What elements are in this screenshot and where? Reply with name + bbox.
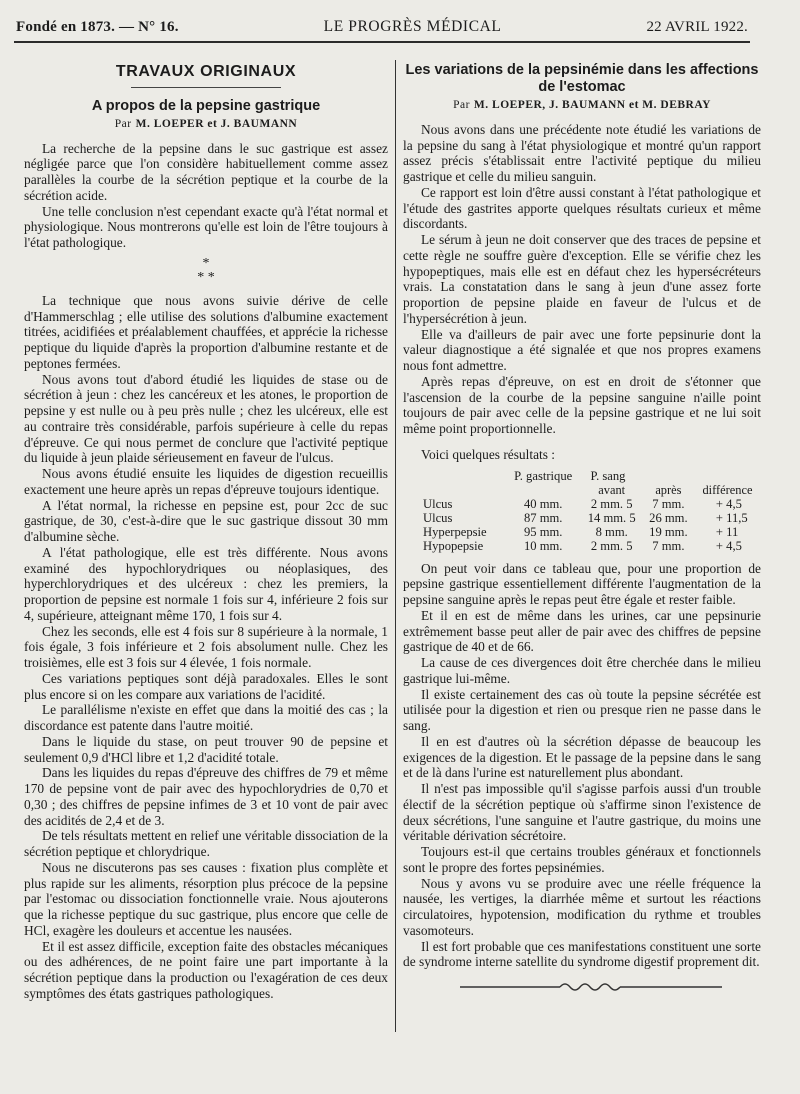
row-after: 26 mm. [649, 510, 688, 525]
left-paragraph: Ces variations peptiques sont déjà paradoxales. Elles le sont plus encore si on les compare aux variations de l'acidité. [24, 670, 388, 702]
row-label: Ulcus [423, 510, 453, 525]
table-subheader-row [403, 483, 761, 497]
left-paragraph: Dans les liquides du repas d'épreuve des chiffres de 79 et même 170 de pepsine vont de pair avec des hypochlorydries de 0,70 et 0,30 ; des chiffres de pepsine infimes de 3 et 10 vont de pair avec des acidités de 2,4 et de 3. [24, 765, 388, 828]
right-paragraph: Nous avons dans une précédente note étudié les variations de la pepsine du sang à l'état physiologique et montré qu'un rapport assez précis s'établissait entre l'activité peptique du milieu gastrique et celle du milieu sanguin. [403, 121, 761, 184]
left-paragraph: Et il est assez difficile, exception faite des obstacles mécaniques ou des adhérences, de ne point faire une part importante à la sécrétion peptique dans la production ou l'exagération de ces deux symptômes des états gastriques pathologiques. [24, 938, 388, 1001]
row-gastric: 95 mm. [523, 524, 563, 539]
authors-prefix: Par [114, 117, 132, 130]
left-paragraph: Dans le liquide du stase, on peut trouver 90 de pepsine et seulement 0,9 d'HCl libre et 1,2 d'acidité totale. [24, 733, 388, 765]
asterism-star: * [202, 255, 210, 271]
row-before: 14 mm. 5 [587, 510, 636, 525]
left-paragraph: A l'état normal, la richesse en pepsine est, pour 2cc de suc gastrique, de 30, c'est-à-dire que le suc gastrique dissout 30 mm d'albumine sèche. [24, 497, 388, 544]
header-journal-title: LE PROGRÈS MÉDICAL [323, 18, 502, 35]
row-diff: + 11,5 [715, 510, 748, 525]
left-paragraph: Une telle conclusion n'est cependant exacte qu'à l'état normal et physiologique. Nous montrerons qu'elle est loin de l'être toujours à l'état pathologique. [24, 203, 388, 250]
header-rule [14, 41, 750, 43]
right-paragraph: La cause de ces divergences doit être cherchée dans le milieu gastrique lui-même. [403, 655, 761, 686]
right-article-title: Les variations de la pepsinémie dans les affections de l'estomac [405, 62, 759, 95]
wavy-line-ornament-icon [460, 980, 722, 994]
left-paragraph: Chez les seconds, elle est 4 fois sur 8 supérieure à la normale, 1 fois égale, 3 fois inférieure et 2 fois absolument nulle. Chez les troisièmes, elle est 3 fois sur 4 élevée, 1 fois normale. [24, 623, 388, 670]
table-row [403, 539, 761, 553]
left-paragraph: A l'état pathologique, elle est très différente. Nous avons examiné des hypochlorydriques ou néoplasiques, des hyperchlorydriques et des ulcéreux : chez les premiers, la proportion de pepsine est normale 1 fois sur 4, inférieure 2 fois sur 4, supérieure, atteignant même 170, 1 fois sur 4. [24, 544, 388, 623]
row-gastric: 40 mm. [523, 496, 563, 511]
section-title-rule [131, 87, 281, 88]
results-table [403, 469, 761, 553]
right-paragraph: Toujours est-il que certains troubles généraux et fonctionnels sont le propre des fortes pepsinémies. [403, 844, 761, 875]
col-blood-header: P. sang [590, 468, 626, 483]
col-diff-header: différence [702, 482, 753, 497]
row-gastric: 10 mm. [523, 538, 563, 553]
right-paragraph: Le sérum à jeun ne doit conserver que des traces de pepsine et cette règle ne souffre guère d'exception. Elle se vérifie chez les hypopeptiques, mais elle est en défaut chez les hypersécréteurs vrais. La constatation dans le sang à jeun d'une assez forte proportion de pepsine plaide en faveur de l'ulcus et de l'hypersécrétion à jeun. [403, 232, 761, 326]
authors-names: M. LOEPER, J. BAUMANN et M. DEBRAY [473, 99, 711, 111]
right-paragraph: Il est fort probable que ces manifestations constituent une sorte de syndrome interne satellite du syndrome digestif proprement dit. [403, 938, 761, 970]
table-row [403, 511, 761, 525]
right-paragraph: Elle va d'ailleurs de pair avec une forte pepsinurie dont la valeur diagnostique a été signalée et que nos propres examens nous font admettre. [403, 326, 761, 373]
asterism-star: * [207, 269, 215, 285]
header-date: 22 AVRIL 1922. [646, 19, 748, 35]
right-paragraph: Il en est d'autres où la sécrétion dépasse de beaucoup les exigences de la digestion. Et le passage de la pepsine dans le sang et de là dans l'urine est naturellement plus abondant. [403, 733, 761, 781]
left-paragraph: Nous avons étudié ensuite les liquides de digestion recueillis exactement une heure après un repas d'épreuve toujours identique. [24, 466, 388, 497]
authors-prefix: Par [453, 99, 470, 111]
running-header [16, 18, 748, 38]
row-diff: + 11 [715, 524, 739, 539]
asterism-separator [24, 257, 388, 285]
row-diff: + 4,5 [715, 496, 742, 511]
row-before: 8 mm. [595, 524, 628, 539]
left-column [24, 58, 388, 1002]
left-paragraph: De tels résultats mettent en relief une véritable dissociation de la sécrétion peptique et chlorydrique. [24, 828, 388, 859]
right-paragraph: Et il en est de même dans les urines, car une pepsinurie extrêmement basse peut aller de pair avec des chiffres de pepsine gastrique de 40 et de 66. [403, 607, 761, 655]
left-article-authors [24, 117, 388, 133]
row-diff: + 4,5 [715, 538, 742, 553]
row-gastric: 87 mm. [523, 510, 563, 525]
left-article-title: A propos de la pepsine gastrique [91, 97, 321, 114]
col-gastric-header: P. gastrique [514, 468, 573, 483]
table-header-row [403, 469, 761, 483]
left-paragraph: Le parallélisme n'existe en effet que dans la moitié des cas ; la discordance est patente dans l'autre moitié. [24, 702, 388, 733]
right-paragraph: Nous y avons vu se produire avec une réelle fréquence la nausée, les vertiges, la diarrhée même et surtout les réactions circulatoires, hypotension, modification du rythme et troubles vasomoteurs. [403, 875, 761, 938]
row-before: 2 mm. 5 [590, 496, 633, 511]
right-paragraph: On peut voir dans ce tableau que, pour une proportion de pepsine gastrique essentiellement différente l'augmentation de la pepsine sanguine après le repas peut être égale et rester faible. [403, 560, 761, 607]
left-paragraph: La technique que nous avons suivie dérive de celle d'Hammerschlag ; elle utilise des solutions d'albumine exactement titrées, acidifiées et préalablement chauffées, et apprécie la richesse peptique du liquide d'après la proportion d'albumine restante et de peptones fermées. [24, 292, 388, 371]
column-divider [395, 60, 396, 1032]
row-before: 2 mm. 5 [590, 538, 633, 553]
asterism-star: * [197, 269, 205, 285]
table-row [403, 497, 761, 511]
right-column [403, 58, 761, 970]
right-paragraph: Ce rapport est loin d'être aussi constant à l'état pathologique et l'étude des gastrites apporte quelques résultats curieux et même discordants. [403, 184, 761, 232]
row-label: Hypopepsie [423, 538, 484, 553]
col-before-header: avant [598, 482, 626, 497]
row-after: 7 mm. [652, 496, 685, 511]
row-label: Hyperpepsie [423, 524, 487, 539]
right-paragraph: Il existe certainement des cas où toute la pepsine sécrétée est utilisée pour la digestion et rien ou presque rien ne passe dans le sang. [403, 686, 761, 733]
section-title: TRAVAUX ORIGINAUX [115, 63, 297, 80]
row-label: Ulcus [423, 496, 453, 511]
left-paragraph: Nous ne discuterons pas ses causes : fixation plus complète et plus rapide sur les aliments, résorption plus précoce de la pepsine par l'estomac ou dissociation fonctionnelle vraie. Nous ajouterons que la richesse peptique du suc gastrique, plus encore que celle de HCl, exagère les douleurs et accentue les nausées. [24, 859, 388, 938]
header-founded: Fondé en 1873. — N° 16. [16, 19, 179, 35]
left-paragraph: La recherche de la pepsine dans le suc gastrique est assez négligée parce que l'on considère habituellement comme assez parallèles la courbe de la sécrétion peptique et la courbe de la sécrétion acide. [24, 140, 388, 203]
right-paragraph: Après repas d'épreuve, on est en droit de s'étonner que l'ascension de la courbe de la pepsine sanguine n'aille point toujours de pair avec celle de la pepsine gastrique et ne lui soit même point proportionnelle. [403, 373, 761, 436]
right-article-authors [403, 98, 761, 114]
left-paragraph: Nous avons tout d'abord étudié les liquides de stase ou de sécrétion à jeun : chez les cancéreux et les atones, le proportion de pepsine y est nulle ou à peu près nulle ; chez les ulcéreux, elle est au contraire très considérable, parfois supérieure à celle du repas d'épreuve. Ce qui nous permet de conclure que l'activité peptique du liquide à jeun plaide sérieusement en faveur de l'ulcus. [24, 371, 388, 466]
table-row [403, 525, 761, 539]
row-after: 7 mm. [652, 538, 685, 553]
row-after: 19 mm. [649, 524, 688, 539]
col-after-header: après [655, 482, 682, 497]
right-paragraph: Il n'est pas impossible qu'il s'agisse parfois aussi d'un trouble électif de la sécrétion peptique où s'affirme sinon l'existence de deux sécrétions, l'une sanguine et l'autre gastrique, du moins une véritable dérivation sécrétoire. [403, 781, 761, 844]
authors-names: M. LOEPER et J. BAUMANN [135, 117, 298, 130]
right-paragraph: Voici quelques résultats : [421, 446, 556, 462]
